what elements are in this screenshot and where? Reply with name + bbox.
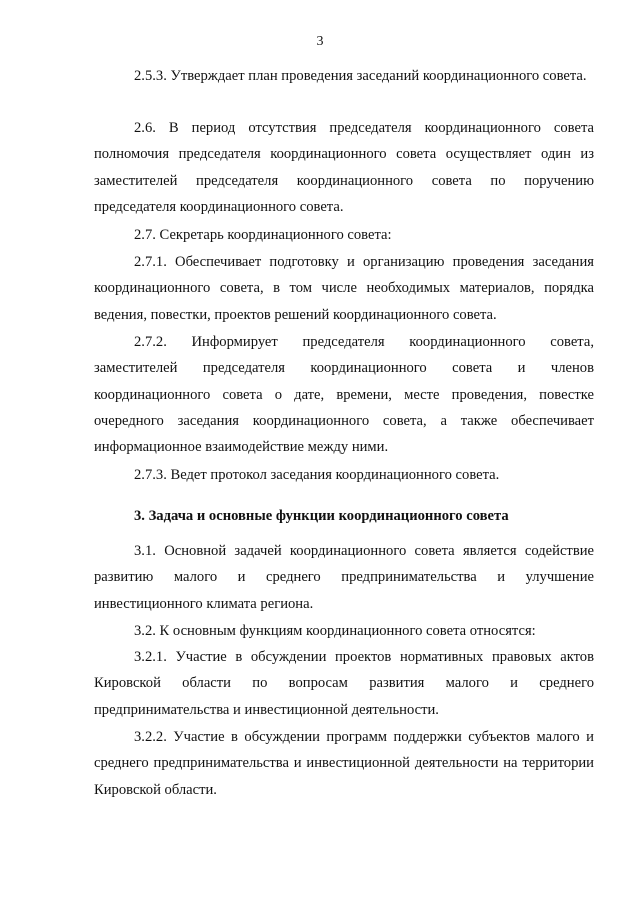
paragraph-2-6: 2.6. В период отсутствия председателя координационного совета полномочия председателя координационного совета осуществляет один из заместителей председателя координационного совета по поручению председателя координационного совета. [94, 120, 594, 215]
page-number: 3 [316, 34, 324, 49]
paragraph-2-5-3: 2.5.3. Утверждает план проведения заседаний координационного совета. [134, 68, 587, 84]
paragraph-3-2-2: 3.2.2. Участие в обсуждении программ поддержки субъектов малого и среднего предпринимательства и инвестиционной деятельности на территории Кировской области. [94, 729, 594, 798]
paragraph-3-2-1: 3.2.1. Участие в обсуждении проектов нормативных правовых актов Кировской области по вопросам развития малого и среднего предпринимательства и инвестиционной деятельности. [94, 649, 594, 718]
section-heading: 3. Задача и основные функции координационного совета [134, 508, 509, 524]
paragraph-2-7: 2.7. Секретарь координационного совета: [134, 227, 392, 243]
paragraph-3-1: 3.1. Основной задачей координационного совета является содействие развитию малого и среднего предпринимательства и улучшение инвестиционного климата региона. [94, 543, 594, 612]
paragraph-2-7-1: 2.7.1. Обеспечивает подготовку и организацию проведения заседания координационного совета, в том числе необходимых материалов, порядка ведения, повестки, проектов решений координационного совета. [94, 254, 594, 323]
paragraph-3-2: 3.2. К основным функциям координационного совета относятся: [134, 623, 536, 639]
paragraph-2-7-2: 2.7.2. Информирует председателя координационного совета, заместителей председателя координационного совета и членов координационного совета о дате, времени, месте проведения, повестке очередного заседания координационного совета, а также обеспечивает информационное взаимодействие между ними. [94, 334, 594, 456]
paragraph-2-7-3: 2.7.3. Ведет протокол заседания координационного совета. [134, 467, 500, 483]
